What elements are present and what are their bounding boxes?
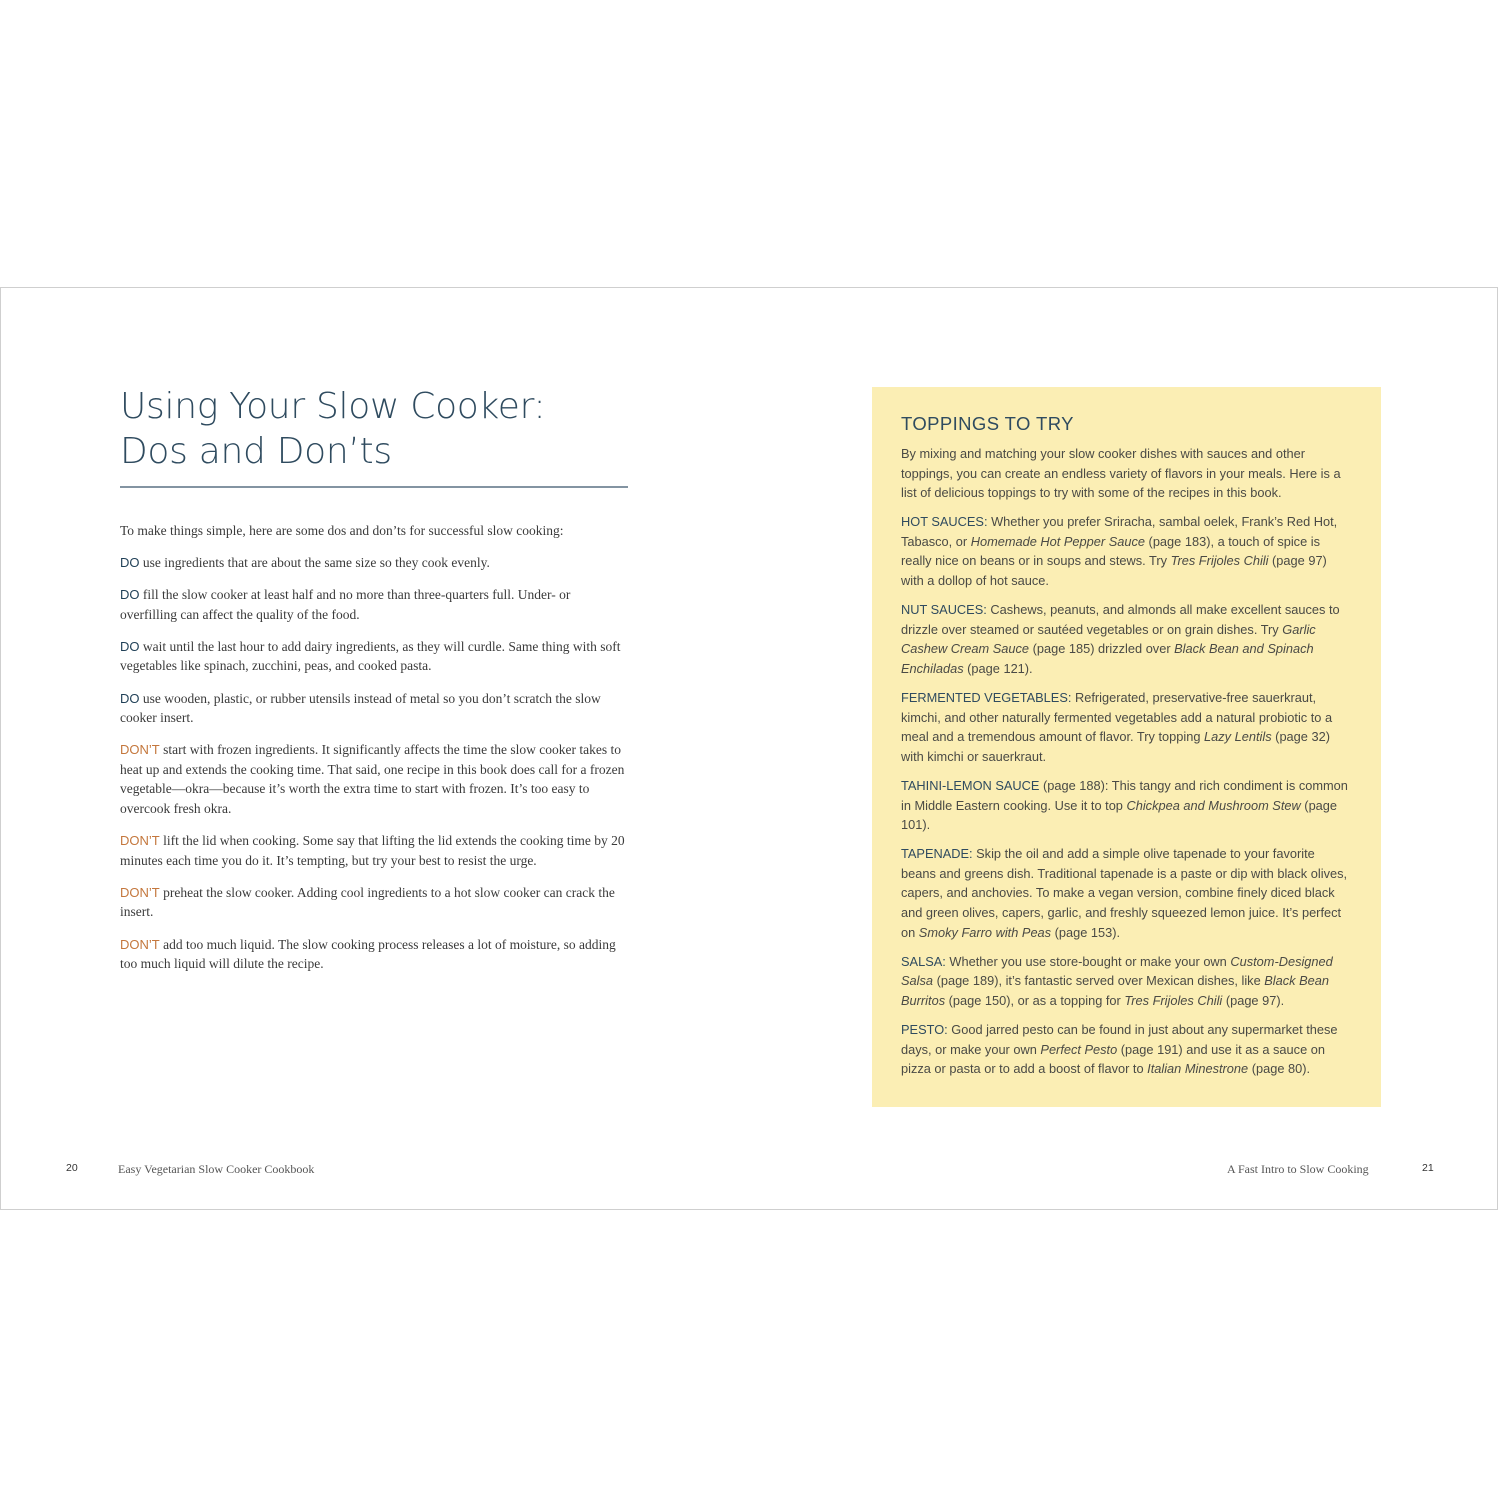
- right-running-head: A Fast Intro to Slow Cooking: [1227, 1162, 1369, 1176]
- topping-text: Good jarred pesto can be found in just about any supermarket these days, or make your own: [901, 1021, 1338, 1057]
- do-keyword: DO: [120, 587, 140, 603]
- item-text: add too much liquid. The slow cooking process releases a lot of moisture, so adding too much liquid will dilute the recipe.: [120, 936, 616, 972]
- dont-keyword: DON’T: [120, 884, 160, 900]
- list-item: [120, 740, 628, 818]
- sidebar-heading: TOPPINGS TO TRY: [901, 413, 1074, 434]
- item-text: lift the lid when cooking. Some say that lifting the lid extends the cooking time by 20 minutes each time you do it. It’s tempting, but try your best to resist the urge.: [120, 833, 625, 868]
- recipe-reference: Homemade Hot Pepper Sauce: [970, 533, 1145, 549]
- topping-text: Whether you use store-bought or make your own: [945, 953, 1231, 969]
- toppings-sidebar: [872, 387, 1381, 1107]
- topping-tapenade: [901, 844, 1352, 942]
- topping-text: Skip the oil and add a simple olive tapenade to your favorite beans and greens dish. Traditional tapenade is a paste or dip with black olives, capers, and anchovies. To make a vegan version, combine finely diced black and green olives, capers, garlic, and freshly squeezed lemon juice. It’s perfect on: [901, 846, 1348, 940]
- list-item: [120, 637, 628, 676]
- title-rule: [120, 486, 628, 488]
- recipe-reference: Smoky Farro with Peas: [918, 924, 1052, 940]
- list-item: [120, 935, 628, 974]
- item-text: start with frozen ingredients. It significantly affects the time the slow cooker takes to heat up and extends the cooking time. That said, one recipe in this book does call for a frozen vegetable—okra—because it’s worth the extra time to start with frozen. It’s too easy to overcook fresh okra.: [120, 742, 625, 817]
- sidebar-intro: By mixing and matching your slow cooker dishes with sauces and other toppings, you can create an endless variety of flavors in your meals. Here is a list of delicious toppings to try with some of the recipes in this book.: [901, 446, 1341, 501]
- sidebar-body: [901, 444, 1352, 1079]
- recipe-reference: Italian Minestrone: [1147, 1061, 1249, 1077]
- topping-label: HOT SAUCES:: [901, 514, 988, 530]
- topping-text: (page 153).: [1051, 924, 1121, 940]
- recipe-reference: Garlic Cashew Cream Sauce: [901, 621, 1316, 657]
- topping-text: (page 183), a touch of spice is really nice on beans or in soups and stews. Try: [901, 533, 1320, 569]
- topping-label: TAHINI-LEMON SAUCE: [901, 777, 1040, 793]
- topping-salsa: [901, 952, 1352, 1011]
- topping-label: SALSA:: [901, 953, 946, 969]
- topping-tahini-lemon-sauce: [901, 776, 1352, 835]
- left-page: [120, 384, 628, 986]
- dont-keyword: DON’T: [120, 742, 160, 758]
- recipe-reference: Perfect Pesto: [1040, 1041, 1118, 1057]
- recipe-reference: Custom-Designed Salsa: [901, 953, 1333, 989]
- right-page-number: 21: [1422, 1162, 1434, 1174]
- topping-fermented-vegetables: [901, 688, 1352, 766]
- topping-label: TAPENADE:: [901, 846, 973, 862]
- topping-text: (page 191) and use it as a sauce on pizza or pasta or to add a boost of flavor to: [901, 1041, 1325, 1077]
- do-keyword: DO: [120, 638, 140, 654]
- item-text: wait until the last hour to add dairy ingredients, as they will curdle. Same thing with soft vegetables like spinach, zucchini, peas, and cooked pasta.: [120, 638, 621, 674]
- do-keyword: DO: [120, 690, 140, 706]
- recipe-reference: Black Bean and Spinach Enchiladas: [901, 641, 1314, 676]
- topping-text: (page 97).: [1222, 992, 1285, 1008]
- item-text: use wooden, plastic, or rubber utensils instead of metal so you don’t scratch the slow cooker insert.: [120, 690, 601, 726]
- left-running-head: Easy Vegetarian Slow Cooker Cookbook: [118, 1162, 315, 1176]
- topping-label: FERMENTED VEGETABLES:: [901, 690, 1072, 706]
- do-keyword: DO: [120, 555, 140, 571]
- recipe-reference: Lazy Lentils: [1204, 729, 1272, 745]
- topping-text: (page 188): This tangy and rich condiment is common in Middle Eastern cooking. Use it to top: [901, 777, 1348, 813]
- title-line-1: Using Your Slow Cooker:: [120, 386, 546, 427]
- dos-and-donts-list: [120, 521, 628, 974]
- recipe-reference: Tres Frijoles Chili: [1124, 992, 1223, 1008]
- topping-text: (page 80).: [1248, 1061, 1311, 1077]
- item-text: use ingredients that are about the same size so they cook evenly.: [139, 555, 490, 571]
- title-line-2: Dos and Don’ts: [120, 431, 392, 472]
- topping-text: (page 32) with kimchi or sauerkraut.: [901, 729, 1330, 764]
- left-page-number: 20: [66, 1162, 78, 1174]
- topping-text: (page 150), or as a topping for: [945, 992, 1125, 1008]
- topping-nut-sauces: [901, 600, 1352, 678]
- list-item: [120, 883, 628, 922]
- topping-text: (page 97) with a dollop of hot sauce.: [901, 553, 1327, 589]
- recipe-reference: Tres Frijoles Chili: [1170, 553, 1269, 569]
- item-text: fill the slow cooker at least half and no more than three-quarters full. Under- or overfilling can affect the quality of the food.: [120, 587, 571, 622]
- recipe-reference: Black Bean Burritos: [901, 973, 1329, 1008]
- recipe-reference: Chickpea and Mushroom Stew: [1126, 797, 1301, 813]
- topping-text: (page 189), it’s fantastic served over Mexican dishes, like: [933, 973, 1265, 989]
- page-title: [120, 384, 628, 474]
- topping-text: (page 185) drizzled over: [1029, 641, 1175, 657]
- topping-label: NUT SAUCES:: [901, 602, 987, 618]
- topping-text: (page 101).: [901, 797, 1338, 833]
- topping-pesto: [901, 1020, 1352, 1079]
- list-item: [120, 553, 628, 573]
- list-item: [120, 831, 628, 870]
- topping-hot-sauces: [901, 512, 1352, 590]
- dont-keyword: DON’T: [120, 936, 160, 952]
- topping-text: Refrigerated, preservative-free sauerkraut, kimchi, and other naturally fermented vegetables add a natural probiotic to a meal and a tremendous amount of flavor. Try topping: [901, 690, 1333, 745]
- topping-text: Cashews, peanuts, and almonds all make excellent sauces to drizzle over steamed or sautéed vegetables or on grain dishes. Try: [901, 602, 1340, 637]
- intro-paragraph: To make things simple, here are some dos and don’ts for successful slow cooking:: [120, 523, 564, 538]
- list-item: [120, 585, 628, 624]
- item-text: preheat the slow cooker. Adding cool ingredients to a hot slow cooker can crack the insert.: [120, 884, 615, 920]
- topping-text: (page 121).: [963, 660, 1033, 676]
- topping-label: PESTO:: [901, 1021, 948, 1037]
- dont-keyword: DON’T: [120, 833, 160, 849]
- list-item: [120, 689, 628, 728]
- book-spread: [0, 287, 1498, 1210]
- topping-text: Whether you prefer Sriracha, sambal oelek, Frank’s Red Hot, Tabasco, or: [901, 514, 1338, 549]
